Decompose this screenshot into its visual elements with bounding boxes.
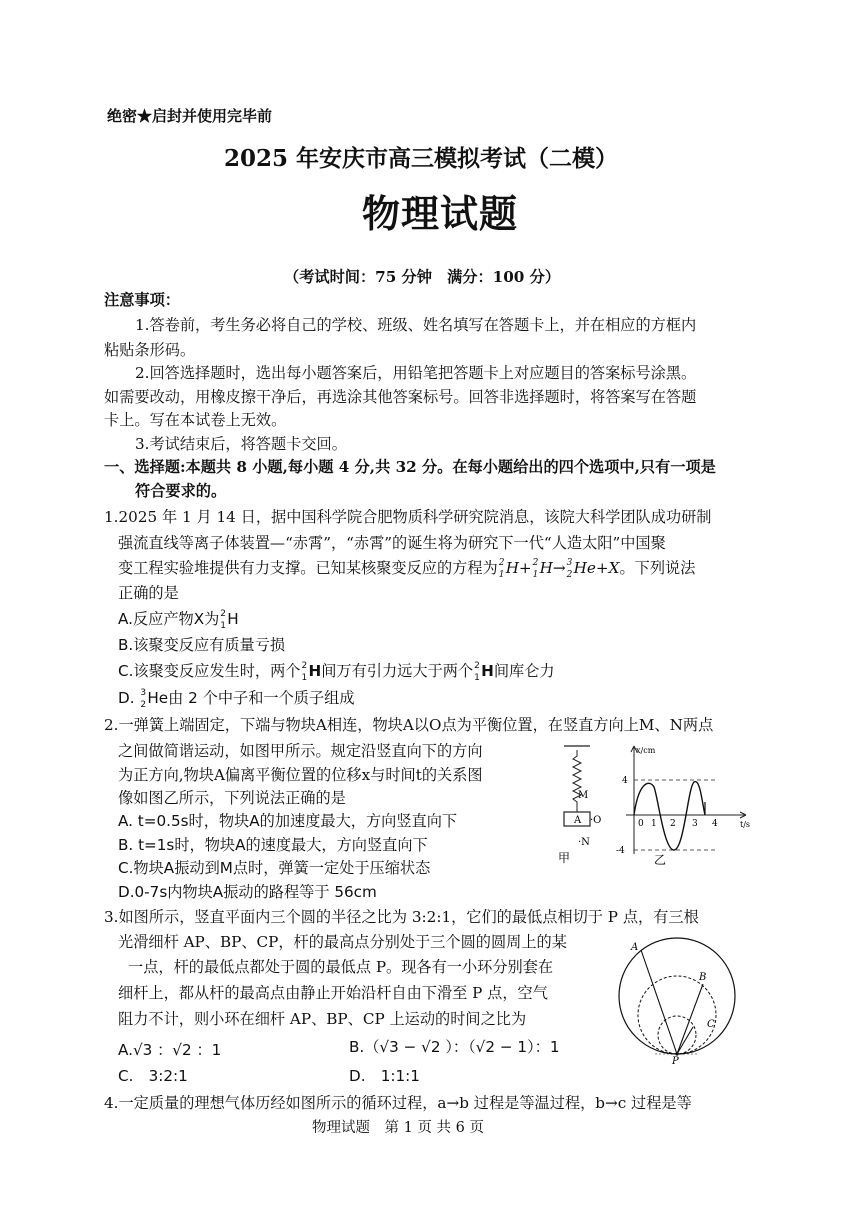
fig-label-a: A <box>631 942 639 953</box>
spring-figure-jia <box>558 746 601 865</box>
q2-option-d: D.0-7s内物块A振动的路程等于 56cm <box>118 883 377 901</box>
q1-option-c-text-2: 间万有引力远大于两个 <box>321 662 474 680</box>
q2-option-b: B. t=1s时，物块A的速度最大，方向竖直向下 <box>118 836 428 854</box>
t-tick-4: 4 <box>712 819 718 829</box>
caption-yi: 乙 <box>654 853 667 867</box>
q4-line-1: 4.一定质量的理想气体历经如图所示的循环过程，a→b 过程是等温过程，b→c 过程是等 <box>104 1094 692 1112</box>
q2-line-1: 2.一弹簧上端固定，下端与物块A相连，物块A以O点为平衡位置，在竖直方向上M、N两点 <box>104 716 714 734</box>
point-label-m: M <box>578 790 589 801</box>
displacement-graph-yi <box>616 746 750 867</box>
point-label-n: ·N <box>578 837 590 848</box>
x-axis-label: t/s <box>740 820 751 829</box>
q2-figure <box>550 742 765 870</box>
notice-item-2-line-2: 如需要改动，用橡皮擦干净后，再选涂其他答案标号。回答非选择题时，将答案写在答题 <box>104 388 697 406</box>
block-label-a: A <box>574 815 582 826</box>
q1-line-3-text: 变工程实验堆提供有力支撑。已知某核聚变反应的方程为 <box>118 559 498 577</box>
q1-option-a-text: A.反应产物X为 <box>118 610 220 628</box>
notice-item-1-line-2: 粘贴条形码。 <box>104 341 196 359</box>
medium-circle <box>638 976 716 1054</box>
fig-label-b: B <box>699 972 707 983</box>
point-label-o: ·O <box>590 815 602 826</box>
q3-option-d: D. 1:1:1 <box>349 1067 420 1085</box>
q1-line-4: 正确的是 <box>118 584 179 602</box>
rod-bp <box>677 984 703 1054</box>
q1-option-d-text: He由 2 个中子和一个质子组成 <box>147 689 355 707</box>
q2-option-a: A. t=0.5s时，物块A的加速度最大，方向竖直向下 <box>118 812 458 830</box>
q3-figure <box>615 930 765 1065</box>
q3-line-4: 细杆上，都从杆的最高点由静止开始沿杆自由下滑至 P 点，空气 <box>118 984 548 1002</box>
fig-label-c: C <box>707 1019 715 1030</box>
q1-option-d: D. 3 2 He由 2 个中子和一个质子组成 <box>118 688 355 710</box>
small-circle <box>658 1016 696 1054</box>
t-tick-3: 3 <box>692 819 698 829</box>
subject-title: 物理试题 <box>362 191 519 236</box>
y-tick-neg-4: -4 <box>616 846 625 856</box>
secret-mark: 绝密★启封并使用完毕前 <box>107 107 273 125</box>
large-circle <box>619 938 735 1054</box>
y-axis-label: x/cm <box>636 746 656 755</box>
q1-option-b: B.该聚变反应有质量亏损 <box>118 636 286 654</box>
q2-line-3: 为正方向,物块A偏离平衡位置的位移x与时间t的关系图 <box>118 766 483 784</box>
section-1-heading-line-1: 一、选择题:本题共 8 小题,每小题 4 分,共 32 分。在每小题给出的四个选项中,只有一项是 <box>104 458 716 476</box>
section-1-heading-line-2: 符合要求的。 <box>135 482 227 500</box>
q1-option-c: C.该聚变反应发生时，两个 2 1 H间万有引力远大于两个 2 1 H间库仑力 <box>118 661 555 683</box>
t-tick-0: 0 <box>638 819 644 829</box>
exam-info: （考试时间：75 分钟 满分：100 分） <box>284 268 561 286</box>
q1-line-1: 1.2025 年 1 月 14 日，据中国科学院合肥物质科学研究院消息，该院大科学团队成功研制 <box>104 508 712 526</box>
q1-option-c-text-3: 间库仑力 <box>493 662 555 680</box>
q3-line-5: 阻力不计，则小环在细杆 AP、BP、CP 上运动的时间之比为 <box>118 1010 527 1028</box>
t-tick-2: 2 <box>670 819 676 829</box>
page-footer: 物理试题 第 1 页 共 6 页 <box>312 1120 484 1136</box>
spring-coil <box>573 750 581 812</box>
q3-line-2: 光滑细杆 AP、BP、CP，杆的最高点分别处于三个圆的圆周上的某 <box>118 933 567 951</box>
notice-heading: 注意事项： <box>104 291 180 309</box>
notice-item-2-line-1: 2.回答选择题时，选出每小题答案后，用铅笔把答题卡上对应题目的答案标号涂黑。 <box>135 364 697 382</box>
q1-option-c-text-1: C.该聚变反应发生时，两个 <box>118 662 301 680</box>
q1-line-3-tail: 。下列说法 <box>619 559 696 577</box>
q1-option-a: A.反应产物X为 2 1 H <box>118 609 239 631</box>
q2-option-c: C.物块A振动到M点时，弹簧一定处于压缩状态 <box>118 859 431 877</box>
fusion-equation: 2 1 H+ 2 1 H→ 3 2 He+X <box>498 558 620 580</box>
sine-curve <box>634 782 705 850</box>
q3-option-c: C. 3:2:1 <box>118 1067 188 1085</box>
q3-option-b: B.（√3 − √2 ）：（√2 − 1）：1 <box>349 1038 560 1056</box>
q3-option-a: A.√3 ：√2 ：1 <box>118 1041 222 1059</box>
notice-item-2-line-3: 卡上。写在本试卷上无效。 <box>104 411 287 429</box>
notice-item-1-line-1: 1.答卷前，考生务必将自己的学校、班级、姓名填写在答题卡上，并在相应的方框内 <box>135 316 697 334</box>
y-tick-4: 4 <box>622 776 628 786</box>
exam-title: 2025 年安庆市高三模拟考试（二模） <box>224 145 619 172</box>
q2-line-4: 像如图乙所示，下列说法正确的是 <box>118 789 346 807</box>
q1-line-3 <box>118 557 695 580</box>
q3-line-1: 3.如图所示，竖直平面内三个圆的半径之比为 3:2:1，它们的最低点相切于 P 点，有三根 <box>104 908 699 926</box>
t-tick-1: 1 <box>651 819 657 829</box>
fig-label-p: P <box>672 1056 679 1065</box>
q1-line-2: 强流直线等离子体装置—“赤霄”，“赤霄”的诞生将为研究下一代“人造太阳”中国聚 <box>118 534 666 552</box>
q2-line-2: 之间做简谐运动，如图甲所示。规定沿竖直向下的方向 <box>118 742 483 760</box>
notice-item-3: 3.考试结束后，将答题卡交回。 <box>135 435 347 453</box>
caption-jia: 甲 <box>558 851 571 865</box>
q3-line-3: 一点，杆的最低点都处于圆的最低点 P。现各有一小环分别套在 <box>128 958 554 976</box>
